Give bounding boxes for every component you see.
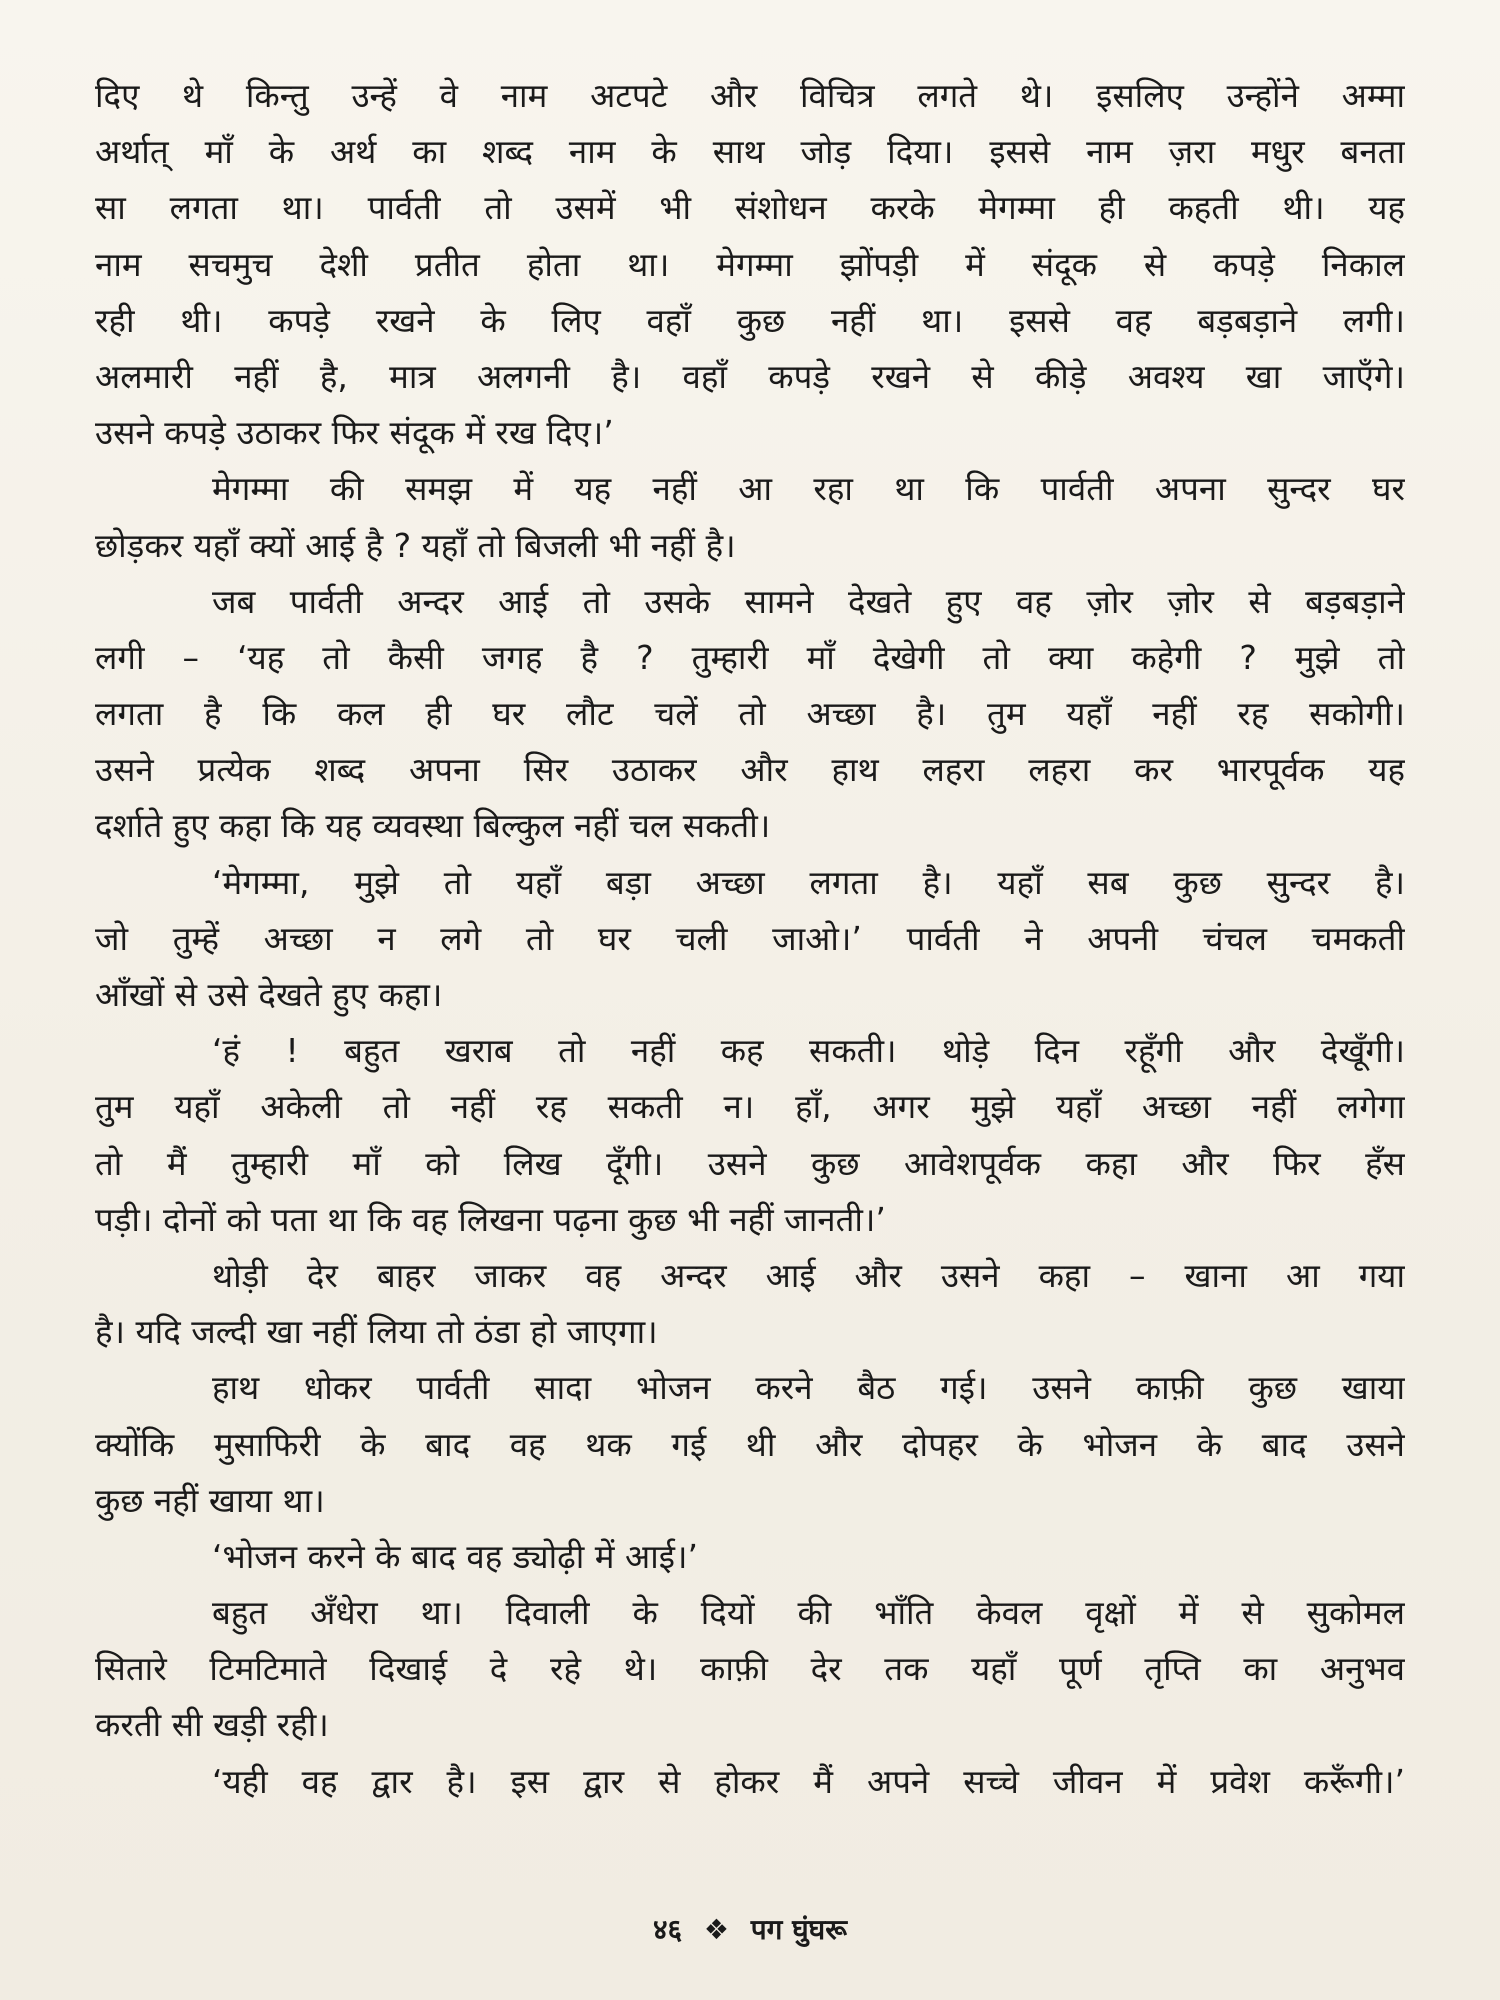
text-line: अलमारी नहीं है, मात्र अलगनी है। वहाँ कपड़े रखने से कीड़े अवश्य खा जाएँगे। (95, 356, 1405, 396)
text-line: लगी – ‘यह तो कैसी जगह है ? तुम्हारी माँ देखेगी तो क्या कहेगी ? मुझे तो (95, 637, 1405, 677)
page-number: ४६ (652, 1913, 683, 1946)
text-line: जब पार्वती अन्दर आई तो उसके सामने देखते हुए वह ज़ोर ज़ोर से बड़बड़ाने (212, 581, 1405, 621)
text-line: ‘भोजन करने के बाद वह ड्योढ़ी में आई।’ (212, 1536, 698, 1576)
text-line: उसने कपड़े उठाकर फिर संदूक में रख दिए।’ (95, 413, 614, 453)
text-line: सितारे टिमटिमाते दिखाई दे रहे थे। काफ़ी देर तक यहाँ पूर्ण तृप्ति का अनुभव (95, 1649, 1405, 1689)
text-line: अर्थात् माँ के अर्थ का शब्द नाम के साथ जोड़ दिया। इससे नाम ज़रा मधुर बनता (95, 132, 1405, 172)
text-line: बहुत अँधेरा था। दिवाली के दियों की भाँति केवल वृक्षों में से सुकोमल (212, 1593, 1405, 1633)
text-line: आँखों से उसे देखते हुए कहा। (95, 975, 443, 1014)
text-line: कुछ नहीं खाया था। (95, 1480, 325, 1520)
text-line: जो तुम्हें अच्छा न लगे तो घर चली जाओ।’ पार्वती ने अपनी चंचल चमकती (95, 918, 1405, 958)
text-line: रही थी। कपड़े रखने के लिए वहाँ कुछ नहीं था। इससे वह बड़बड़ाने लगी। (95, 300, 1405, 340)
body-text (95, 68, 1405, 1810)
text-line: हाथ धोकर पार्वती सादा भोजन करने बैठ गई। उसने काफ़ी कुछ खाया (212, 1368, 1405, 1408)
book-title: पग घुंघरू (750, 1913, 847, 1946)
text-line: लगता है कि कल ही घर लौट चलें तो अच्छा है। तुम यहाँ नहीं रह सकोगी। (95, 694, 1405, 734)
text-line: क्योंकि मुसाफिरी के बाद वह थक गई थी और दोपहर के भोजन के बाद उसने (95, 1424, 1405, 1464)
text-line: थोड़ी देर बाहर जाकर वह अन्दर आई और उसने कहा – खाना आ गया (212, 1255, 1405, 1295)
text-line: तो मैं तुम्हारी माँ को लिख दूँगी। उसने कुछ आवेशपूर्वक कहा और फिर हँस (95, 1143, 1405, 1183)
text-line: छोड़कर यहाँ क्यों आई है ? यहाँ तो बिजली भी नहीं है। (95, 525, 736, 565)
text-line: ‘मेगम्मा, मुझे तो यहाँ बड़ा अच्छा लगता है। यहाँ सब कुछ सुन्दर है। (212, 862, 1405, 902)
text-line: करती सी खड़ी रही। (95, 1705, 329, 1745)
page-footer (0, 1910, 1500, 1948)
text-line: ‘यही वह द्वार है। इस द्वार से होकर मैं अपने सच्चे जीवन में प्रवेश करूँगी।’ (212, 1761, 1405, 1801)
text-line: दर्शाते हुए कहा कि यह व्यवस्था बिल्कुल नहीं चल सकती। (95, 806, 771, 846)
footer-ornament-icon: ❖ (703, 1913, 729, 1946)
text-line: है। यदि जल्दी खा नहीं लिया तो ठंडा हो जाएगा। (95, 1312, 658, 1352)
text-line: दिए थे किन्तु उन्हें वे नाम अटपटे और विचित्र लगते थे। इसलिए उन्होंने अम्मा (95, 76, 1405, 115)
text-line: सा लगता था। पार्वती तो उसमें भी संशोधन करके मेगम्मा ही कहती थी। यह (95, 188, 1405, 228)
text-line: उसने प्रत्येक शब्द अपना सिर उठाकर और हाथ लहरा लहरा कर भारपूर्वक यह (95, 750, 1405, 790)
text-line: ‘हं ! बहुत खराब तो नहीं कह सकती। थोड़े दिन रहूँगी और देखूँगी। (212, 1031, 1405, 1071)
text-line: मेगम्मा की समझ में यह नहीं आ रहा था कि पार्वती अपना सुन्दर घर (212, 469, 1405, 509)
text-line: पड़ी। दोनों को पता था कि वह लिखना पढ़ना कुछ भी नहीं जानती।’ (95, 1199, 886, 1239)
text-line: तुम यहाँ अकेली तो नहीं रह सकती न। हाँ, अगर मुझे यहाँ अच्छा नहीं लगेगा (95, 1087, 1405, 1127)
text-line: नाम सचमुच देशी प्रतीत होता था। मेगम्मा झोंपड़ी में संदूक से कपड़े निकाल (95, 244, 1405, 284)
